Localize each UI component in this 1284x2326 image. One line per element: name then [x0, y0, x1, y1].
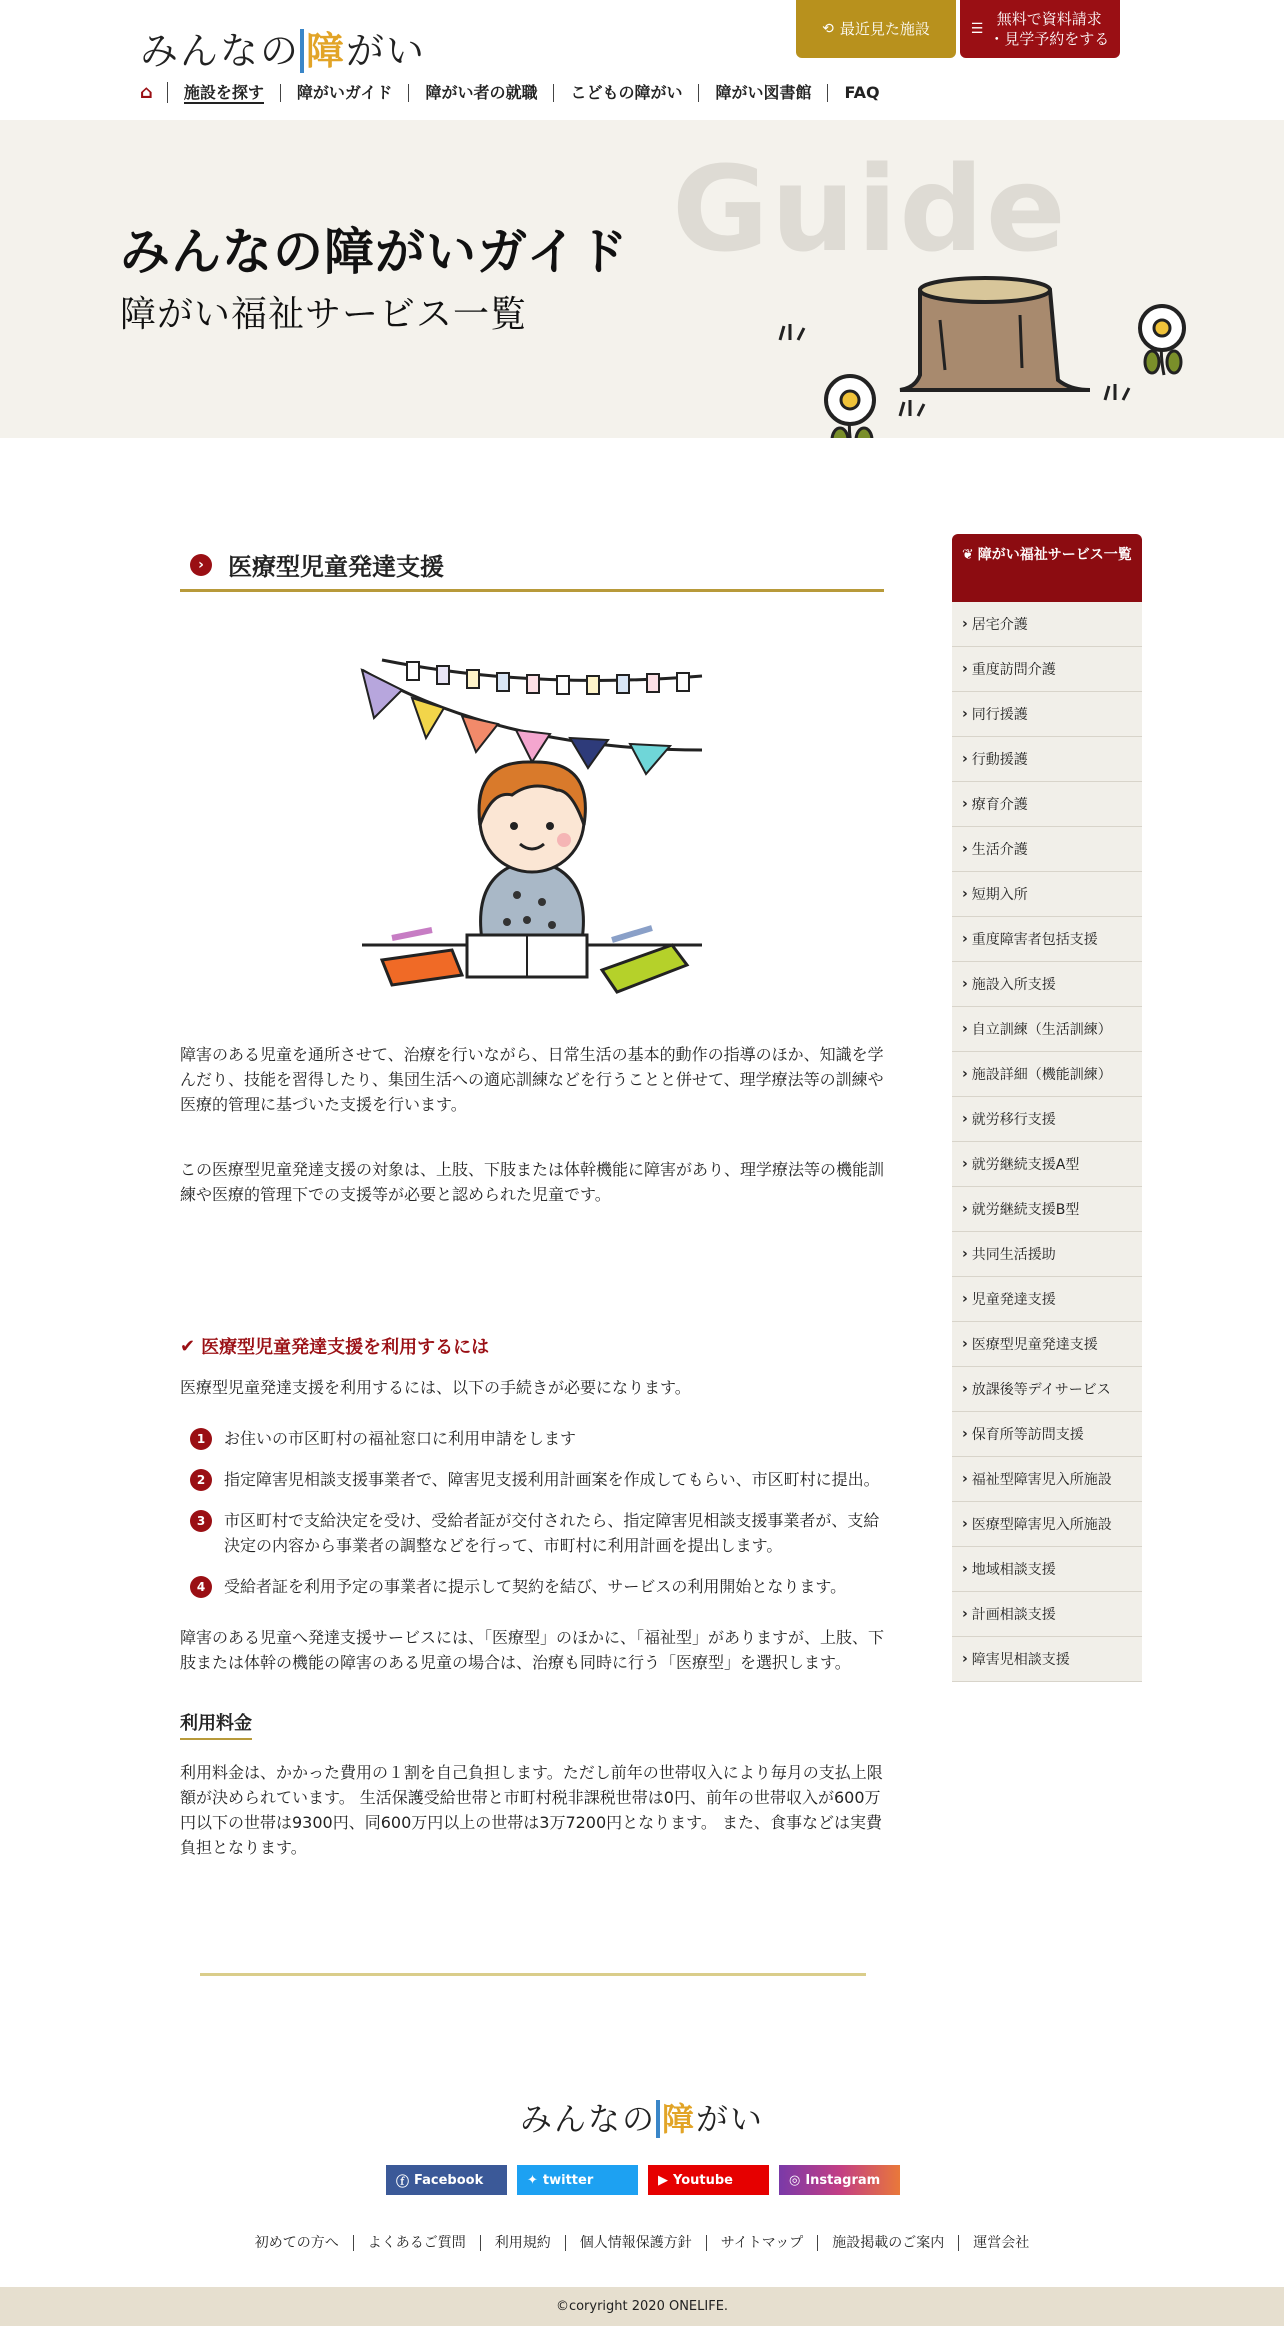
nav-label: 施設を探す — [183, 82, 264, 102]
nav-guide[interactable] — [281, 84, 410, 102]
nav-label: 障がい者の就職 — [425, 82, 538, 102]
hero-banner — [0, 120, 1284, 438]
sidebar-item-label: 重度障害者包括支援 — [971, 932, 1098, 948]
social-links — [386, 2165, 900, 2195]
nav-label: 障がいガイド — [296, 82, 393, 102]
chevron-right-icon: › — [962, 1291, 968, 1307]
step-text: 指定障害児相談支援事業者で、障害児支援利用計画案を作成してもらい、市区町村に提出。 — [224, 1470, 880, 1489]
step-text: 市区町村で支給決定を受け、受給者証が交付されたら、指定障害児相談支援事業者が、支給決定の内容から事業者の調整などを行って、市町村に利用計画を提出します。 — [224, 1511, 880, 1555]
sidebar-item-label: 共同生活援助 — [971, 1247, 1056, 1263]
logo-accent: 障 — [300, 29, 346, 73]
hero-bg-word: Guide — [672, 140, 1068, 278]
chevron-right-icon: › — [962, 1381, 968, 1397]
sidebar-item-label: 行動援護 — [971, 752, 1028, 768]
twitter-icon: ✦ — [527, 2172, 538, 2188]
sidebar-item[interactable] — [952, 647, 1142, 692]
chevron-right-icon: › — [962, 1561, 968, 1577]
sidebar-item[interactable] — [952, 737, 1142, 782]
sidebar-item[interactable] — [952, 1052, 1142, 1097]
sidebar-item[interactable] — [952, 1232, 1142, 1277]
chevron-right-icon: › — [962, 841, 968, 857]
sidebar-item[interactable] — [952, 1457, 1142, 1502]
chevron-right-icon: › — [962, 1201, 968, 1217]
chevron-right-icon: › — [962, 1156, 968, 1172]
footer-link-company[interactable]: 運営会社 — [973, 2235, 1030, 2251]
nav-faq[interactable] — [828, 84, 895, 102]
nav-label: FAQ — [844, 82, 880, 102]
chevron-right-icon: › — [962, 1606, 968, 1622]
chevron-right-icon: › — [962, 1021, 968, 1037]
sidebar-item-label: 児童発達支援 — [971, 1292, 1056, 1308]
sidebar-item[interactable] — [952, 782, 1142, 827]
procedure-steps — [180, 1426, 884, 1599]
request-label-1: 無料で資料請求 — [996, 10, 1102, 28]
chevron-right-icon: › — [962, 706, 968, 722]
request-materials-button[interactable] — [960, 0, 1120, 58]
footer-logo-suffix: がい — [696, 2100, 765, 2138]
request-label-2: ・見学予約をする — [989, 30, 1110, 48]
sidebar-item[interactable] — [952, 602, 1142, 647]
global-nav — [140, 82, 896, 103]
fee-paragraph: 利用料金は、かかった費用の１割を自己負担します。ただし前年の世帯収入により毎月の支払上限額が決められています。 生活保護受給世帯と市町村税非課税世帯は0円、前年の世帯収入が600万円以下の世帯は9300円、同600万円以上の世帯は3万7200円となります。 また、食事などは実費負担となります。 — [180, 1763, 883, 1857]
sidebar-heading-label: 障がい福祉サービス一覧 — [977, 547, 1132, 563]
instagram-button[interactable] — [779, 2165, 900, 2195]
recent-facilities-button[interactable] — [796, 0, 956, 58]
sidebar-item[interactable] — [952, 1142, 1142, 1187]
sidebar-item-label: 生活介護 — [971, 842, 1028, 858]
nav-children[interactable] — [554, 84, 699, 102]
how-to-use-heading — [180, 1333, 884, 1359]
leaf-icon: ❦ — [962, 547, 974, 563]
sidebar-item-label: 就労継続支援A型 — [971, 1157, 1080, 1173]
sidebar-item[interactable] — [952, 1007, 1142, 1052]
footer-link-sitemap[interactable]: サイトマップ — [707, 2235, 818, 2251]
facebook-label: Facebook — [414, 2172, 484, 2188]
sidebar-item-label: 居宅介護 — [971, 617, 1028, 633]
youtube-icon: ▶ — [658, 2172, 668, 2188]
chevron-right-icon: › — [962, 796, 968, 812]
logo-suffix: がい — [346, 29, 427, 73]
sidebar-item-label: 就労移行支援 — [971, 1112, 1056, 1128]
sidebar-item[interactable] — [952, 872, 1142, 917]
check-icon: ✔ — [180, 1335, 196, 1357]
twitter-label: twitter — [542, 2172, 594, 2188]
facebook-button[interactable] — [386, 2165, 507, 2195]
site-logo[interactable] — [140, 20, 426, 75]
footer-logo-accent: 障 — [656, 2100, 696, 2138]
sidebar-item-label: 保育所等訪問支援 — [971, 1427, 1084, 1443]
sidebar-item-label: 施設詳細（機能訓練） — [971, 1067, 1112, 1083]
youtube-button[interactable] — [648, 2165, 769, 2195]
sidebar-item-label: 地域相談支援 — [971, 1562, 1056, 1578]
sidebar-item[interactable] — [952, 1547, 1142, 1592]
chevron-right-icon: › — [962, 931, 968, 947]
footer-link-listing[interactable]: 施設掲載のご案内 — [818, 2235, 959, 2251]
step-number: 3 — [190, 1510, 212, 1532]
sidebar-item-label: 福祉型障害児入所施設 — [971, 1472, 1112, 1488]
chevron-right-icon: › — [962, 616, 968, 632]
sidebar-item[interactable] — [952, 1187, 1142, 1232]
footer-link-privacy[interactable]: 個人情報保護方針 — [566, 2235, 707, 2251]
instagram-icon: ◎ — [789, 2172, 801, 2188]
content-divider — [200, 1973, 866, 1976]
sidebar-item-label: 放課後等デイサービス — [971, 1382, 1111, 1398]
sidebar-item[interactable] — [952, 962, 1142, 1007]
footer-link-terms[interactable]: 利用規約 — [481, 2235, 566, 2251]
facebook-icon: ⓕ — [396, 2174, 410, 2190]
sidebar-heading — [952, 534, 1142, 602]
chevron-right-icon: › — [962, 661, 968, 677]
step-item — [180, 1426, 884, 1451]
sidebar-item-label: 施設入所支援 — [971, 977, 1056, 993]
chevron-right-icon: › — [962, 1426, 968, 1442]
how-to-use-title: 医療型児童発達支援を利用するには — [201, 1337, 490, 1358]
nav-employment[interactable] — [409, 84, 554, 102]
youtube-label: Youtube — [673, 2172, 733, 2188]
logo-prefix: みんなの — [140, 29, 301, 73]
step-text: 受給者証を利用予定の事業者に提示して契約を結び、サービスの利用開始となります。 — [224, 1577, 847, 1596]
stump-flowers-illustration — [760, 240, 1200, 438]
flower-left — [826, 376, 874, 438]
step-number: 1 — [190, 1428, 212, 1450]
step-number: 4 — [190, 1576, 212, 1598]
sidebar-item[interactable] — [952, 1277, 1142, 1322]
step-text: お住いの市区町村の福祉窓口に利用申請をします — [224, 1429, 577, 1448]
list-icon: ☰ — [970, 21, 984, 37]
sidebar-item[interactable] — [952, 1412, 1142, 1457]
nav-label: 障がい図書館 — [715, 82, 812, 102]
sidebar-item[interactable] — [952, 1097, 1142, 1142]
site-header — [0, 0, 1284, 120]
how-to-use-intro: 医療型児童発達支援を利用するには、以下の手続きが必要になります。 — [180, 1378, 691, 1397]
hero-subtitle: 障がい福祉サービス一覧 — [120, 294, 528, 335]
service-sidebar — [952, 534, 1142, 1682]
footer-link-first-time[interactable]: 初めての方へ — [241, 2235, 354, 2251]
sidebar-item-label: 就労継続支援B型 — [971, 1202, 1080, 1218]
sidebar-item-label: 重度訪問介護 — [971, 662, 1056, 678]
main-content — [180, 540, 884, 1860]
history-icon: ⟲ — [822, 21, 834, 37]
sidebar-item-label: 療育介護 — [971, 797, 1028, 813]
target-paragraph: この医療型児童発達支援の対象は、上肢、下肢または体幹機能に障害があり、理学療法等の機能訓練や医療的管理下での支援等が必要と認められた児童です。 — [180, 1160, 885, 1204]
sidebar-item[interactable] — [952, 1322, 1142, 1367]
chevron-right-icon: › — [962, 751, 968, 767]
nav-library[interactable] — [699, 84, 828, 102]
footer-links — [0, 2235, 1284, 2251]
chevron-right-icon: › — [962, 1246, 968, 1262]
type-paragraph: 障害のある児童へ発達支援サービスには、「医療型」のほかに、「福祉型」がありますが、上肢、下肢または体幹の機能の障害のある児童の場合は、治療も同時に行う「医療型」を選択します。 — [180, 1628, 885, 1672]
twitter-button[interactable] — [517, 2165, 638, 2195]
sidebar-item[interactable] — [952, 1502, 1142, 1547]
home-icon[interactable]: ⌂ — [140, 82, 168, 103]
chevron-right-icon: › — [190, 554, 212, 576]
intro-paragraph: 障害のある児童を通所させて、治療を行いながら、日常生活の基本的動作の指導のほか、知識を学んだり、技能を習得したり、集団生活への適応訓練などを行うことと併せて、理学療法等の訓練や医療的管理に基づいた支援を行います。 — [180, 1045, 884, 1114]
child-reading-illustration — [352, 640, 712, 1000]
step-item — [180, 1574, 884, 1599]
recent-label: 最近見た施設 — [839, 20, 930, 38]
sidebar-item-label: 医療型児童発達支援 — [971, 1337, 1098, 1353]
nav-find-facility[interactable] — [168, 84, 281, 102]
fee-heading: 利用料金 — [180, 1709, 252, 1740]
chevron-right-icon: › — [962, 886, 968, 902]
request-label-wrap — [989, 9, 1109, 49]
chevron-right-icon: › — [962, 1066, 968, 1082]
step-item — [180, 1508, 884, 1558]
sidebar-item[interactable] — [952, 692, 1142, 737]
instagram-label: Instagram — [805, 2172, 881, 2188]
footer-logo-prefix: みんなの — [519, 2100, 656, 2138]
chevron-right-icon: › — [962, 1651, 968, 1667]
sidebar-item-label: 障害児相談支援 — [971, 1652, 1070, 1668]
sidebar-item-label: 医療型障害児入所施設 — [971, 1517, 1112, 1533]
chevron-right-icon: › — [962, 1516, 968, 1532]
sidebar-item[interactable] — [952, 1637, 1142, 1682]
sidebar-item-label: 同行援護 — [971, 707, 1028, 723]
sidebar-list — [952, 602, 1142, 1682]
chevron-right-icon: › — [962, 1471, 968, 1487]
footer-link-faq[interactable]: よくあるご質問 — [354, 2235, 481, 2251]
flower-right — [1140, 306, 1184, 375]
section-heading — [180, 540, 884, 592]
footer-logo[interactable] — [0, 2094, 1284, 2140]
sidebar-item-label: 短期入所 — [971, 887, 1028, 903]
sidebar-item[interactable] — [952, 827, 1142, 872]
step-number: 2 — [190, 1469, 212, 1491]
sidebar-item[interactable] — [952, 917, 1142, 962]
sidebar-item[interactable] — [952, 1367, 1142, 1412]
sidebar-item-label: 計画相談支援 — [971, 1607, 1056, 1623]
chevron-right-icon: › — [962, 1111, 968, 1127]
chevron-right-icon: › — [962, 1336, 968, 1352]
nav-label: こどもの障がい — [570, 82, 683, 102]
copyright: ©coryright 2020 ONELIFE. — [0, 2287, 1284, 2326]
hero-title: みんなの障がいガイド — [120, 223, 629, 281]
step-item — [180, 1467, 884, 1492]
page-title: 医療型児童発達支援 — [228, 553, 444, 581]
chevron-right-icon: › — [962, 976, 968, 992]
sidebar-item-label: 自立訓練（生活訓練） — [971, 1022, 1112, 1038]
sidebar-item[interactable] — [952, 1592, 1142, 1637]
